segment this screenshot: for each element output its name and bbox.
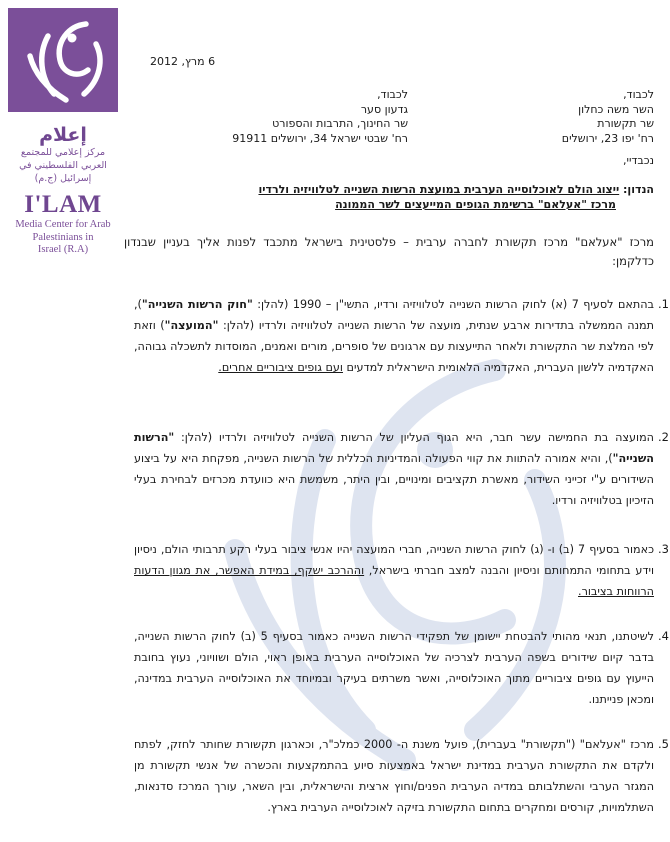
paragraph-1 <box>134 294 669 378</box>
recipient-line: רח' יפו 23, ירושלים <box>561 131 654 145</box>
recipient-line: גדעון סער <box>360 102 408 116</box>
paragraph-text: מרכז "אעלאם" ("תקשורת" בעברית), פועל משנת ה- 2000 כמלכ"ר, וכארגון תקשורת שחותר לחזק, לפתח ולקדם את התקשורת הערבית במדינת ישראל באמצעות סיוע בהתמקצעות והכשרה של אנשי תקשורת מן המגזר הערבי והשתלבותם במדיה הערבית הפנים/וחוץ ארצית והישראלית, ובין השאר, עורך המרכז סדנאות, השתלמויות, קורסים ומחקרים בתחום התקשורת בזיקה לאוכלוסייה הערבית בארץ. <box>134 738 654 814</box>
recipient-line: השר משה כחלון <box>578 102 654 116</box>
intro-paragraph: מרכז "אעלאם" מרכז תקשורת לחברה ערבית – פלסטינית בישראל מתכבד לפנות אליך בעניין שבנדון כדלקמן: <box>124 235 654 268</box>
subject-text: מרכז "אעלאם" ברשימת הגופים המייעצים לשר הממונה <box>335 197 616 211</box>
paragraph-text: לשיטתנו, תנאי מהותי להבטחת יישומן של תפקידי הרשות השנייה כאמור בסעיף 5 (ב) לחוק הרשות השנייה, בדבר קיום שידורים בשפה הערבית לצרכיה של האוכלוסייה הערבית באופן ראוי, הולם ושוויוני, נעוץ בחובת הייעוץ עם גופים ציבוריים מתוך האוכלוסייה, ואשר משרתים בעיקר ובמיוחד את האוכלוסייה הערבית במדינה, ומכאן פנייתנו. <box>134 630 654 706</box>
paragraph-number: .5 <box>658 737 669 751</box>
logo-arabic-name: إعلام <box>39 124 87 146</box>
logo-english-subtitle <box>8 219 118 257</box>
paragraph-text: כאמור בסעיף 7 (ב) ו- (ג) לחוק הרשות השנייה, חברי המועצה יהיו אנשי ציבור בעלי רקע תרבותי הולם, ניסיון וידע בתחומי התמחותם וניסיון והבנה למצב חברתי בישראל, <box>134 543 654 577</box>
logo-english-sub-line: Palestinians in <box>32 231 94 243</box>
logo-arabic-subtitle <box>8 146 118 185</box>
paragraph-text: המועצה בת החמישה עשר חבר, היא הגוף העליון של הרשות השנייה לטלוויזיה ולרדיו (להלן: <box>174 431 654 444</box>
recipient-line: רח' שבטי ישראל 34, ירושלים 91911 <box>232 131 408 145</box>
paragraph-number: .4 <box>658 629 669 643</box>
logo-arabic-sub-line: إسرائيل (ج.م) <box>34 173 92 184</box>
defined-term: "הרשות השנייה" <box>134 431 654 465</box>
recipient-line: לכבוד, <box>623 88 654 101</box>
subject-line <box>134 183 654 212</box>
paragraph-text: ), תמנה הממשלה בתדירות ארבע שנתית, מועצה של הרשות השנייה לטלוויזיה ולרדיו (להלן: <box>134 298 654 332</box>
paragraph-3 <box>134 539 669 602</box>
paragraph-number: .1 <box>658 297 669 311</box>
paragraph-text: ) וזאת לפי המלצת שר התקשורת ולאחר התייעצות עם ארגונים של סופרים, מורים ואמנים, המוסדות לתשכלה גבוהה, האקדמיה ללשון העברית, האקדמיה הלאומית הישראלית למדעים <box>134 319 654 374</box>
logo-arabic-sub-line: العربي الفلسطيني في <box>19 160 107 171</box>
logo-english-name: I'LAM <box>24 191 102 218</box>
greeting: נכבדיי, <box>622 154 654 167</box>
recipient-block-education-minister <box>228 88 408 146</box>
defined-term: "חוק הרשות השנייה" <box>141 298 253 311</box>
recipient-line: שר תקשורת <box>597 117 654 130</box>
logo-arabic-sub-line: مركز إعلامي للمجتمع <box>20 147 106 158</box>
underlined-text: וההרכב ישקף, במידת האפשר, את מגוון הדעות הרווחות בציבור. <box>134 564 654 598</box>
recipient-line: שר החינוך, התרבות והספורט <box>272 117 408 130</box>
logo-english-sub-line: Israel (R.A) <box>37 244 89 255</box>
underlined-text: ועם גופים ציבוריים אחרים. <box>218 361 343 374</box>
subject-text: ייצוג הולם לאוכלוסייה הערבית במועצת הרשות השנייה לטלוויזיה ולרדיו <box>258 183 620 196</box>
paragraph-text: בהתאם לסעיף 7 (א) לחוק הרשות השנייה לטלוויזיה ורדיו, התשי"ן – 1990 (להלן: <box>252 298 654 311</box>
defined-term: "המועצה" <box>164 319 219 332</box>
ilam-logo <box>8 8 118 112</box>
paragraph-text: ), והיא אמורה להתוות את קווי הפעולה והמדיניות הכללית של הרשות השנייה, מפקחת היא על ביצוע השידורים ע"י זכייני השידור, מאשרת תקציבים ומינויים, ובין היתר, משמשת היא כוועדת מכרזים לבחירת בעלי הזיכיון בטלוויזיה ורדיו. <box>134 452 654 507</box>
recipient-block-communications-minister <box>484 88 654 146</box>
recipient-line: לכבוד, <box>377 88 408 101</box>
logo-english-sub-line: Media Center for Arab <box>15 219 111 230</box>
letter-date: 6 מרץ, 2012 <box>150 55 216 68</box>
paragraph-5 <box>134 734 669 818</box>
paragraph-number: .3 <box>658 542 669 556</box>
paragraph-number: .2 <box>658 430 669 444</box>
paragraph-2 <box>134 427 669 511</box>
paragraph-4 <box>134 626 669 710</box>
subject-label: הנדון: <box>623 183 654 196</box>
ilam-logo-mark <box>8 8 118 112</box>
